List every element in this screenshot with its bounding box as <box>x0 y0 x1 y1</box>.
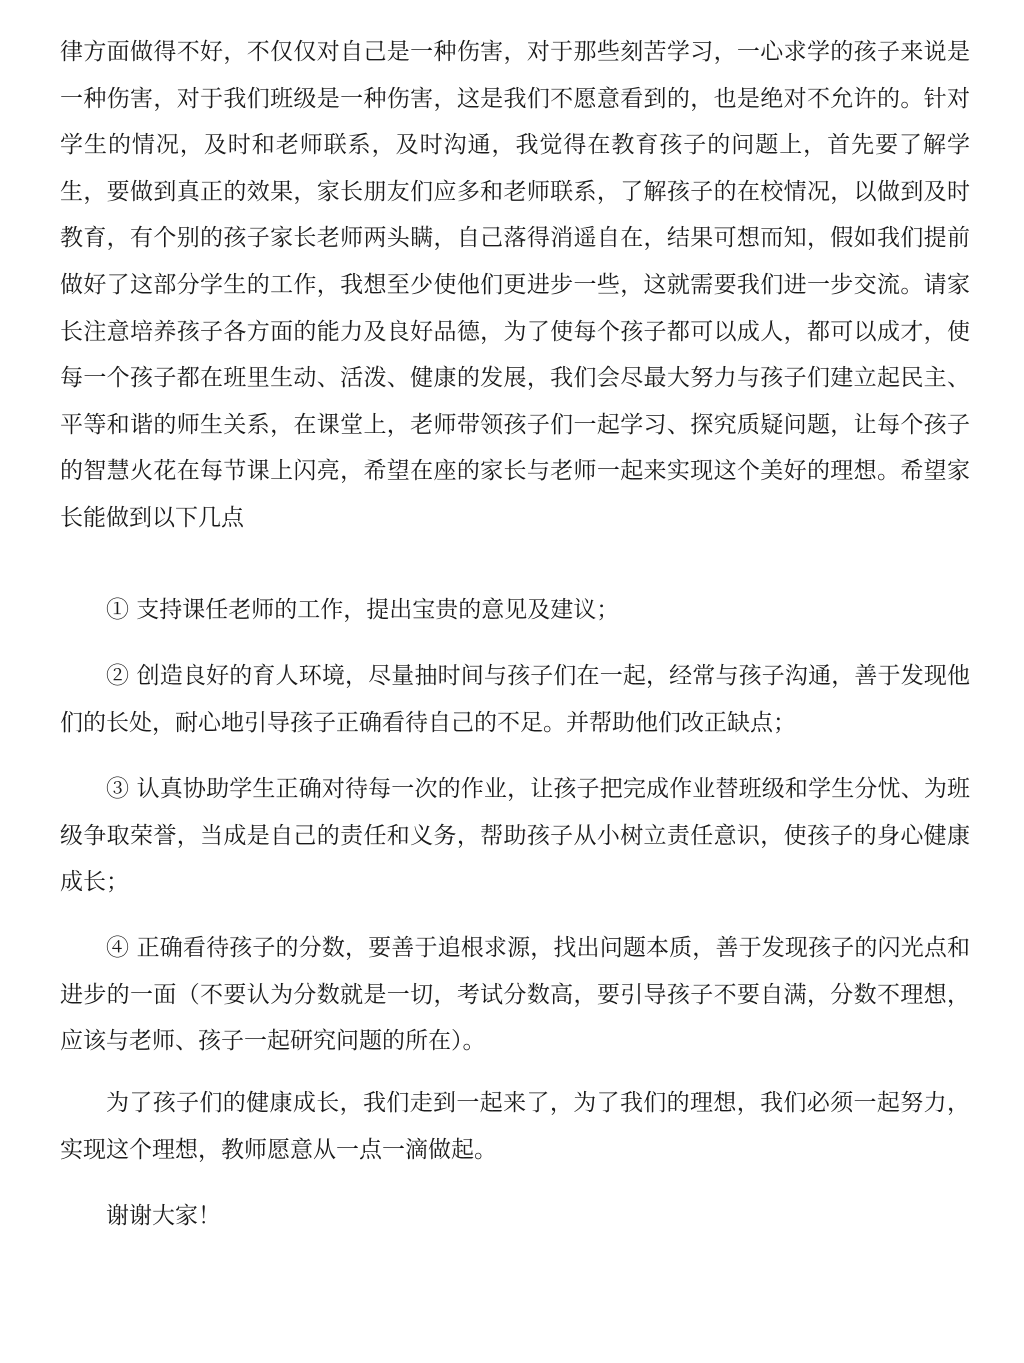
paragraph-point-4: ④ 正确看待孩子的分数，要善于追根求源，找出问题本质，善于发现孩子的闪光点和进步的一面（不要认为分数就是一切，考试分数高，要引导孩子不要自满，分数不理想，应该与老师、孩子一起研究问题的所在）。 <box>60 935 970 1055</box>
paragraph-thanks: 谢谢大家！ <box>106 1203 221 1229</box>
paragraph-closing: 为了孩子们的健康成长，我们走到一起来了，为了我们的理想，我们必须一起努力，实现这个理想，教师愿意从一点一滴做起。 <box>60 1090 970 1163</box>
paragraph-point-2: ② 创造良好的育人环境，尽量抽时间与孩子们在一起，经常与孩子沟通，善于发现他们的长处，耐心地引导孩子正确看待自己的不足。并帮助他们改正缺点； <box>60 663 970 736</box>
paragraph-point-3: ③ 认真协助学生正确对待每一次的作业，让孩子把完成作业替班级和学生分忧、为班级争取荣誉，当成是自己的责任和义务，帮助孩子从小树立责任意识，使孩子的身心健康成长； <box>60 776 970 896</box>
paragraph-continuation: 律方面做得不好，不仅仅对自己是一种伤害，对于那些刻苦学习，一心求学的孩子来说是一种伤害，对于我们班级是一种伤害，这是我们不愿意看到的，也是绝对不允许的。针对学生的情况，及时和老师联系，及时沟通，我觉得在教育孩子的问题上，首先要了解学生，要做到真正的效果，家长朋友们应多和老师联系，了解孩子的在校情况，以做到及时教育，有个别的孩子家长老师两头瞒，自己落得消遥自在，结果可想而知，假如我们提前做好了这部分学生的工作，我想至少使他们更进步一些，这就需要我们进一步交流。请家长注意培养孩子各方面的能力及良好品德，为了使每个孩子都可以成人，都可以成才，使每一个孩子都在班里生动、活泼、健康的发展，我们会尽最大努力与孩子们建立起民主、平等和谐的师生关系，在课堂上，老师带领孩子们一起学习、探究质疑问题，让每个孩子的智慧火花在每节课上闪亮，希望在座的家长与老师一起来实现这个美好的理想。希望家长能做到以下几点 <box>60 39 970 531</box>
paragraph-point-1: ① 支持课任老师的工作，提出宝贵的意见及建议； <box>106 597 620 623</box>
